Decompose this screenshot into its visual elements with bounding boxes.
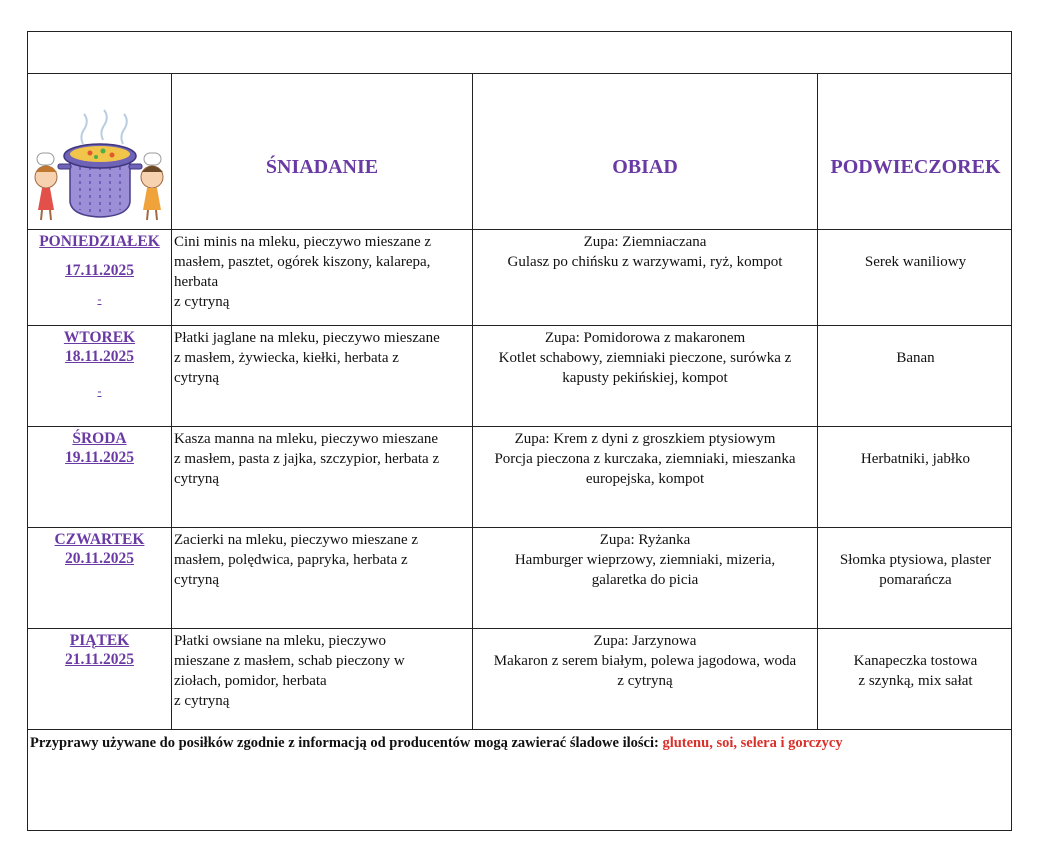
text-line: Hamburger wieprzowy, ziemniaki, mizeria,: [514, 552, 776, 568]
day-thursday: [28, 530, 171, 568]
text-line: Płatki owsiane na mleku, pieczywo: [174, 633, 387, 649]
header-lunch: OBIAD: [612, 156, 678, 178]
text-line: Słomka ptysiowa, plaster: [839, 552, 992, 568]
day-date: 20.11.2025: [65, 550, 134, 567]
text-line: Zupa: Pomidorowa z makaronem: [544, 330, 746, 346]
text-line: Porcja pieczona z kurczaka, ziemniaki, mieszanka: [494, 451, 796, 467]
text-line: Banan: [896, 350, 935, 366]
lunch-cell: [473, 631, 817, 691]
allergen-list: glutenu, soi, selera i gorczycy: [662, 735, 843, 751]
header-snack: PODWIECZOREK: [830, 156, 1001, 178]
day-monday: [28, 232, 171, 309]
text-line: Zupa: Jarzynowa: [593, 633, 697, 649]
allergen-note-text: Przyprawy używane do posiłków zgodnie z informacją od producentów mogą zawierać śladowe ilości:: [30, 735, 659, 751]
text-line: europejska, kompot: [585, 471, 705, 487]
day-friday: [28, 631, 171, 669]
text-line: cytryną: [174, 572, 219, 588]
breakfast-cell: [172, 429, 472, 489]
text-line: kapusty pekińskiej, kompot: [562, 370, 728, 386]
day-extra: -: [97, 292, 102, 306]
day-date: 19.11.2025: [65, 449, 134, 466]
text-line: masłem, polędwica, papryka, herbata z: [174, 552, 408, 568]
text-line: cytryną: [174, 370, 219, 386]
header-breakfast: ŚNIADANIE: [265, 156, 379, 178]
day-name: ŚRODA: [72, 430, 127, 447]
row-divider: [28, 628, 1011, 629]
illustration-cell: [28, 74, 171, 229]
text-line: Herbatniki, jabłko: [860, 451, 971, 467]
row-divider: [28, 325, 1011, 326]
text-line: Zacierki na mleku, pieczywo mieszane z: [174, 532, 419, 548]
breakfast-cell: [172, 530, 472, 590]
day-name: WTOREK: [63, 329, 136, 346]
day-tuesday: [28, 328, 171, 401]
text-line: Cini minis na mleku, pieczywo mieszane z: [174, 234, 432, 250]
row-divider: [28, 229, 1011, 230]
text-line: Kotlet schabowy, ziemniaki pieczone, surówka z: [498, 350, 792, 366]
text-line: mieszane z masłem, schab pieczony w: [174, 653, 405, 669]
text-line: Zupa: Ryżanka: [599, 532, 691, 548]
cooking-pot-kids-illustration: [28, 74, 171, 229]
snack-cell: [818, 651, 1013, 691]
day-name: PIĄTEK: [69, 632, 130, 649]
day-date: 17.11.2025: [65, 262, 134, 279]
day-name: PONIEDZIAŁEK: [39, 233, 160, 250]
text-line: z masłem, żywiecka, kiełki, herbata z: [174, 350, 399, 366]
lunch-cell: [473, 232, 817, 272]
row-divider: [28, 426, 1011, 427]
day-extra: -: [97, 384, 102, 398]
row-divider: [28, 729, 1011, 730]
allergen-note: [30, 735, 1010, 752]
text-line: Gulasz po chińsku z warzywami, ryż, kompot: [507, 254, 783, 270]
day-date: 18.11.2025: [65, 348, 134, 365]
row-divider: [28, 527, 1011, 528]
snack-cell: [818, 449, 1013, 469]
menu-table: [27, 31, 1012, 831]
text-line: Kanapeczka tostowa: [853, 653, 978, 669]
breakfast-cell: [172, 328, 472, 388]
text-line: Serek waniliowy: [864, 254, 967, 270]
snack-cell: [818, 252, 1013, 272]
text-line: galaretka do picia: [591, 572, 699, 588]
text-line: Zupa: Ziemniaczana: [583, 234, 707, 250]
text-line: Płatki jaglane na mleku, pieczywo mieszane: [174, 330, 440, 346]
breakfast-cell: [172, 232, 472, 312]
text-line: z cytryną: [174, 294, 230, 310]
lunch-cell: [473, 530, 817, 590]
text-line: z masłem, pasta z jajka, szczypior, herbata z: [174, 451, 440, 467]
day-wednesday: [28, 429, 171, 467]
text-line: ziołach, pomidor, herbata: [174, 673, 327, 689]
text-line: pomarańcza: [879, 572, 952, 588]
text-line: Zupa: Krem z dyni z groszkiem ptysiowym: [514, 431, 776, 447]
text-line: masłem, pasztet, ogórek kiszony, kalarepa,: [174, 254, 431, 270]
snack-cell: [818, 348, 1013, 368]
lunch-cell: [473, 328, 817, 388]
breakfast-cell: [172, 631, 472, 711]
text-line: cytryną: [174, 471, 219, 487]
text-line: z cytryną: [174, 693, 230, 709]
day-name: CZWARTEK: [54, 531, 145, 548]
day-date: 21.11.2025: [65, 651, 134, 668]
text-line: z szynką, mix sałat: [858, 673, 973, 689]
text-line: herbata: [174, 274, 219, 290]
text-line: z cytryną: [617, 673, 673, 689]
lunch-cell: [473, 429, 817, 489]
snack-cell: [818, 550, 1013, 590]
text-line: Kasza manna na mleku, pieczywo mieszane: [174, 431, 439, 447]
text-line: Makaron z serem białym, polewa jagodowa, woda: [493, 653, 797, 669]
